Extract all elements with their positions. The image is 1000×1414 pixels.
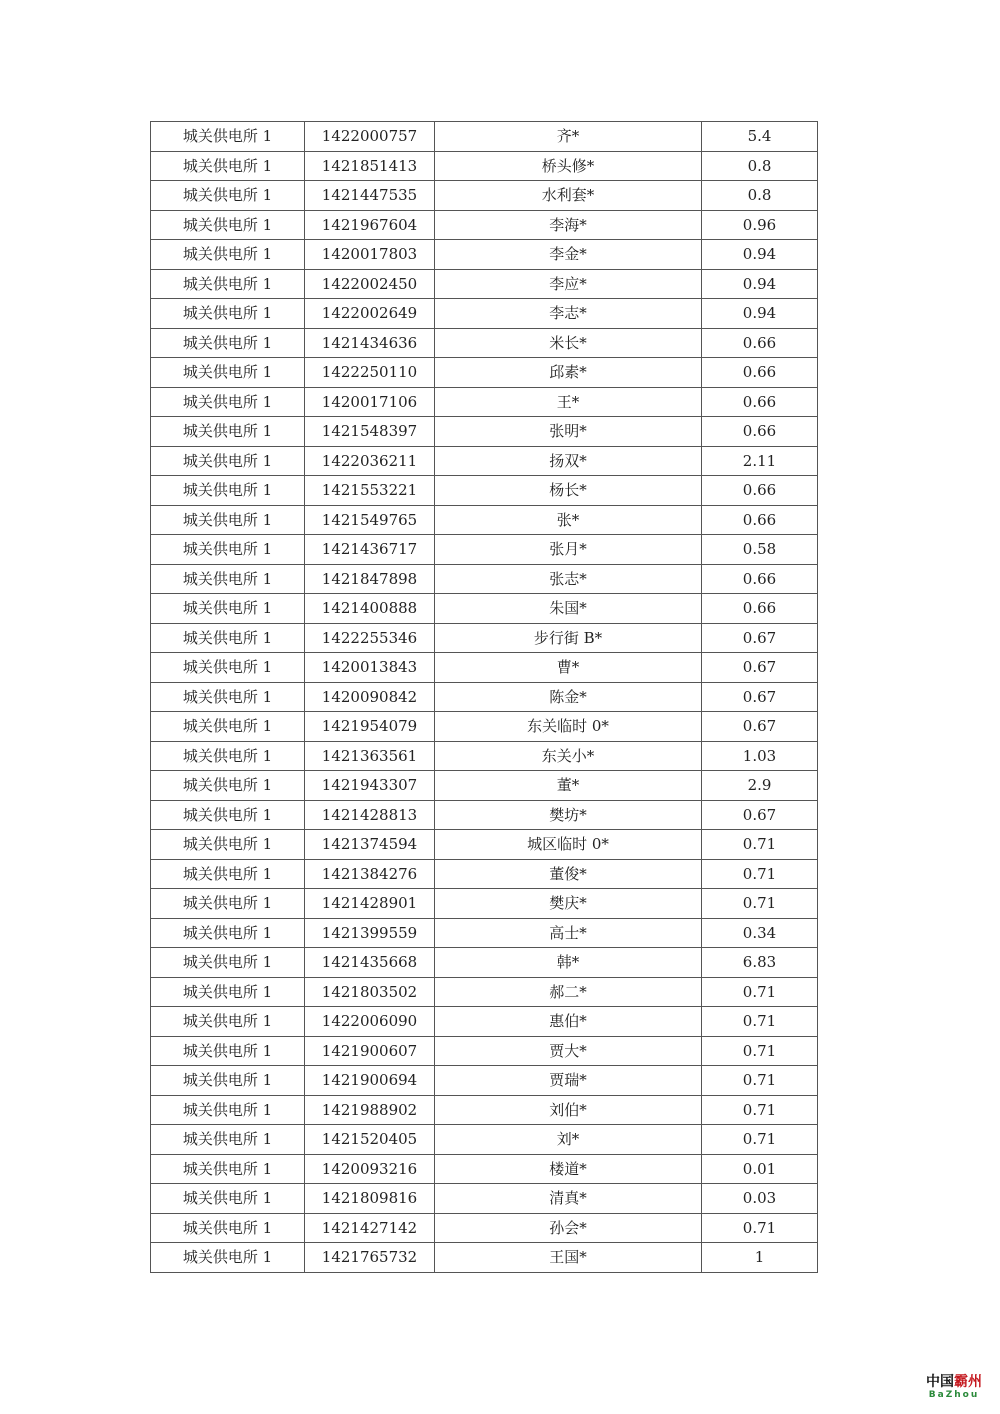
cell-account-number: 1421967604 xyxy=(305,210,435,240)
cell-amount: 0.66 xyxy=(702,387,818,417)
cell-amount: 0.71 xyxy=(702,1066,818,1096)
cell-amount: 0.66 xyxy=(702,594,818,624)
table-row xyxy=(151,151,818,181)
cell-account-number: 1420090842 xyxy=(305,682,435,712)
cell-amount: 0.71 xyxy=(702,1125,818,1155)
cell-amount: 0.66 xyxy=(702,476,818,506)
table-row xyxy=(151,682,818,712)
watermark-text-china: 中国 xyxy=(926,1374,954,1390)
cell-amount: 0.01 xyxy=(702,1154,818,1184)
cell-amount: 0.67 xyxy=(702,653,818,683)
cell-account-number: 1421436717 xyxy=(305,535,435,565)
cell-amount: 0.66 xyxy=(702,564,818,594)
cell-customer-name: 扬双* xyxy=(435,446,702,476)
cell-amount: 0.8 xyxy=(702,151,818,181)
cell-unit: 城关供电所 1 xyxy=(151,417,305,447)
watermark-pinyin: BaZhou xyxy=(928,1390,980,1400)
cell-unit: 城关供电所 1 xyxy=(151,240,305,270)
cell-customer-name: 郝二* xyxy=(435,977,702,1007)
cell-account-number: 1421954079 xyxy=(305,712,435,742)
table-row xyxy=(151,328,818,358)
cell-unit: 城关供电所 1 xyxy=(151,1184,305,1214)
cell-unit: 城关供电所 1 xyxy=(151,476,305,506)
cell-account-number: 1421803502 xyxy=(305,977,435,1007)
cell-customer-name: 杨长* xyxy=(435,476,702,506)
cell-amount: 0.03 xyxy=(702,1184,818,1214)
cell-unit: 城关供电所 1 xyxy=(151,1125,305,1155)
table-row xyxy=(151,1213,818,1243)
table-row xyxy=(151,977,818,1007)
cell-customer-name: 贾大* xyxy=(435,1036,702,1066)
cell-account-number: 1422255346 xyxy=(305,623,435,653)
cell-account-number: 1421765732 xyxy=(305,1243,435,1273)
table-row xyxy=(151,387,818,417)
cell-unit: 城关供电所 1 xyxy=(151,1036,305,1066)
table-row xyxy=(151,771,818,801)
cell-customer-name: 张月* xyxy=(435,535,702,565)
table-row xyxy=(151,1095,818,1125)
table-row xyxy=(151,830,818,860)
cell-customer-name: 城区临时 0* xyxy=(435,830,702,860)
cell-amount: 2.11 xyxy=(702,446,818,476)
table-row xyxy=(151,446,818,476)
cell-customer-name: 陈金* xyxy=(435,682,702,712)
cell-unit: 城关供电所 1 xyxy=(151,977,305,1007)
cell-unit: 城关供电所 1 xyxy=(151,623,305,653)
cell-customer-name: 王* xyxy=(435,387,702,417)
cell-amount: 1 xyxy=(702,1243,818,1273)
cell-amount: 2.9 xyxy=(702,771,818,801)
cell-unit: 城关供电所 1 xyxy=(151,741,305,771)
cell-unit: 城关供电所 1 xyxy=(151,535,305,565)
cell-amount: 0.96 xyxy=(702,210,818,240)
cell-account-number: 1422002649 xyxy=(305,299,435,329)
cell-amount: 0.94 xyxy=(702,299,818,329)
cell-account-number: 1421400888 xyxy=(305,594,435,624)
cell-unit: 城关供电所 1 xyxy=(151,1154,305,1184)
cell-account-number: 1420093216 xyxy=(305,1154,435,1184)
cell-amount: 0.67 xyxy=(702,623,818,653)
cell-unit: 城关供电所 1 xyxy=(151,800,305,830)
cell-account-number: 1420017803 xyxy=(305,240,435,270)
cell-unit: 城关供电所 1 xyxy=(151,269,305,299)
table-row xyxy=(151,918,818,948)
cell-customer-name: 东关小* xyxy=(435,741,702,771)
cell-unit: 城关供电所 1 xyxy=(151,122,305,152)
table-row xyxy=(151,1125,818,1155)
cell-account-number: 1421548397 xyxy=(305,417,435,447)
cell-unit: 城关供电所 1 xyxy=(151,1007,305,1037)
cell-customer-name: 孙会* xyxy=(435,1213,702,1243)
table-row xyxy=(151,741,818,771)
cell-account-number: 1421809816 xyxy=(305,1184,435,1214)
cell-unit: 城关供电所 1 xyxy=(151,181,305,211)
cell-account-number: 1420013843 xyxy=(305,653,435,683)
cell-customer-name: 董* xyxy=(435,771,702,801)
cell-amount: 0.71 xyxy=(702,1036,818,1066)
cell-customer-name: 清真* xyxy=(435,1184,702,1214)
cell-account-number: 1421851413 xyxy=(305,151,435,181)
cell-customer-name: 步行街 B* xyxy=(435,623,702,653)
cell-customer-name: 王国* xyxy=(435,1243,702,1273)
cell-customer-name: 邱素* xyxy=(435,358,702,388)
cell-unit: 城关供电所 1 xyxy=(151,712,305,742)
cell-account-number: 1421384276 xyxy=(305,859,435,889)
cell-customer-name: 东关临时 0* xyxy=(435,712,702,742)
cell-account-number: 1422000757 xyxy=(305,122,435,152)
cell-unit: 城关供电所 1 xyxy=(151,594,305,624)
table-row xyxy=(151,417,818,447)
cell-customer-name: 刘* xyxy=(435,1125,702,1155)
table-row xyxy=(151,505,818,535)
cell-account-number: 1421520405 xyxy=(305,1125,435,1155)
cell-customer-name: 高士* xyxy=(435,918,702,948)
cell-customer-name: 李应* xyxy=(435,269,702,299)
table-row xyxy=(151,712,818,742)
cell-customer-name: 樊坊* xyxy=(435,800,702,830)
cell-unit: 城关供电所 1 xyxy=(151,446,305,476)
cell-account-number: 1420017106 xyxy=(305,387,435,417)
cell-unit: 城关供电所 1 xyxy=(151,653,305,683)
cell-amount: 5.4 xyxy=(702,122,818,152)
table-row xyxy=(151,181,818,211)
cell-amount: 0.71 xyxy=(702,1213,818,1243)
cell-customer-name: 桥头修* xyxy=(435,151,702,181)
table-row xyxy=(151,623,818,653)
cell-account-number: 1421363561 xyxy=(305,741,435,771)
cell-account-number: 1422036211 xyxy=(305,446,435,476)
cell-unit: 城关供电所 1 xyxy=(151,830,305,860)
cell-customer-name: 李志* xyxy=(435,299,702,329)
cell-account-number: 1421988902 xyxy=(305,1095,435,1125)
cell-unit: 城关供电所 1 xyxy=(151,918,305,948)
cell-unit: 城关供电所 1 xyxy=(151,328,305,358)
cell-account-number: 1421900607 xyxy=(305,1036,435,1066)
table-row xyxy=(151,1154,818,1184)
cell-customer-name: 张明* xyxy=(435,417,702,447)
cell-unit: 城关供电所 1 xyxy=(151,387,305,417)
watermark-text-bazhou: 霸州 xyxy=(954,1374,982,1390)
record-table xyxy=(150,121,818,1273)
cell-amount: 0.71 xyxy=(702,1095,818,1125)
cell-customer-name: 张* xyxy=(435,505,702,535)
cell-account-number: 1421900694 xyxy=(305,1066,435,1096)
cell-account-number: 1421374594 xyxy=(305,830,435,860)
cell-amount: 0.34 xyxy=(702,918,818,948)
table-row xyxy=(151,800,818,830)
table-row xyxy=(151,358,818,388)
cell-account-number: 1421447535 xyxy=(305,181,435,211)
cell-customer-name: 水利套* xyxy=(435,181,702,211)
cell-amount: 1.03 xyxy=(702,741,818,771)
record-table-body xyxy=(151,122,818,1273)
cell-unit: 城关供电所 1 xyxy=(151,1213,305,1243)
cell-unit: 城关供电所 1 xyxy=(151,564,305,594)
cell-amount: 6.83 xyxy=(702,948,818,978)
cell-unit: 城关供电所 1 xyxy=(151,1243,305,1273)
cell-account-number: 1421434636 xyxy=(305,328,435,358)
cell-customer-name: 樊庆* xyxy=(435,889,702,919)
table-row xyxy=(151,653,818,683)
cell-customer-name: 李海* xyxy=(435,210,702,240)
table-row xyxy=(151,564,818,594)
cell-unit: 城关供电所 1 xyxy=(151,151,305,181)
cell-unit: 城关供电所 1 xyxy=(151,859,305,889)
cell-amount: 0.94 xyxy=(702,269,818,299)
cell-amount: 0.66 xyxy=(702,328,818,358)
cell-amount: 0.66 xyxy=(702,505,818,535)
cell-account-number: 1421399559 xyxy=(305,918,435,948)
cell-account-number: 1421847898 xyxy=(305,564,435,594)
cell-amount: 0.66 xyxy=(702,417,818,447)
table-row xyxy=(151,594,818,624)
cell-unit: 城关供电所 1 xyxy=(151,889,305,919)
cell-customer-name: 李金* xyxy=(435,240,702,270)
cell-amount: 0.71 xyxy=(702,977,818,1007)
table-row xyxy=(151,1184,818,1214)
cell-account-number: 1421427142 xyxy=(305,1213,435,1243)
cell-unit: 城关供电所 1 xyxy=(151,505,305,535)
cell-amount: 0.67 xyxy=(702,712,818,742)
cell-customer-name: 张志* xyxy=(435,564,702,594)
cell-customer-name: 朱国* xyxy=(435,594,702,624)
table-row xyxy=(151,889,818,919)
cell-amount: 0.71 xyxy=(702,859,818,889)
cell-account-number: 1422002450 xyxy=(305,269,435,299)
cell-unit: 城关供电所 1 xyxy=(151,210,305,240)
cell-account-number: 1422250110 xyxy=(305,358,435,388)
cell-unit: 城关供电所 1 xyxy=(151,1066,305,1096)
cell-amount: 0.94 xyxy=(702,240,818,270)
cell-amount: 0.71 xyxy=(702,830,818,860)
table-row xyxy=(151,859,818,889)
cell-amount: 0.71 xyxy=(702,889,818,919)
table-row xyxy=(151,240,818,270)
cell-amount: 0.58 xyxy=(702,535,818,565)
cell-unit: 城关供电所 1 xyxy=(151,682,305,712)
cell-customer-name: 齐* xyxy=(435,122,702,152)
cell-account-number: 1421428813 xyxy=(305,800,435,830)
table-row xyxy=(151,1036,818,1066)
cell-customer-name: 刘伯* xyxy=(435,1095,702,1125)
table-row xyxy=(151,1007,818,1037)
cell-account-number: 1421428901 xyxy=(305,889,435,919)
cell-account-number: 1422006090 xyxy=(305,1007,435,1037)
cell-customer-name: 韩* xyxy=(435,948,702,978)
cell-customer-name: 米长* xyxy=(435,328,702,358)
cell-customer-name: 董俊* xyxy=(435,859,702,889)
cell-amount: 0.66 xyxy=(702,358,818,388)
cell-customer-name: 楼道* xyxy=(435,1154,702,1184)
table-row xyxy=(151,1066,818,1096)
cell-account-number: 1421943307 xyxy=(305,771,435,801)
table-row xyxy=(151,948,818,978)
table-row xyxy=(151,269,818,299)
table-row xyxy=(151,1243,818,1273)
cell-customer-name: 贾瑞* xyxy=(435,1066,702,1096)
cell-customer-name: 曹* xyxy=(435,653,702,683)
cell-amount: 0.8 xyxy=(702,181,818,211)
cell-unit: 城关供电所 1 xyxy=(151,358,305,388)
cell-amount: 0.67 xyxy=(702,800,818,830)
table-row xyxy=(151,210,818,240)
cell-unit: 城关供电所 1 xyxy=(151,1095,305,1125)
table-row xyxy=(151,122,818,152)
cell-unit: 城关供电所 1 xyxy=(151,299,305,329)
cell-account-number: 1421435668 xyxy=(305,948,435,978)
cell-account-number: 1421553221 xyxy=(305,476,435,506)
cell-amount: 0.67 xyxy=(702,682,818,712)
cell-amount: 0.71 xyxy=(702,1007,818,1037)
cell-unit: 城关供电所 1 xyxy=(151,771,305,801)
cell-customer-name: 惠伯* xyxy=(435,1007,702,1037)
table-row xyxy=(151,299,818,329)
site-watermark-logo xyxy=(926,1375,982,1400)
cell-account-number: 1421549765 xyxy=(305,505,435,535)
table-row xyxy=(151,476,818,506)
table-row xyxy=(151,535,818,565)
cell-unit: 城关供电所 1 xyxy=(151,948,305,978)
